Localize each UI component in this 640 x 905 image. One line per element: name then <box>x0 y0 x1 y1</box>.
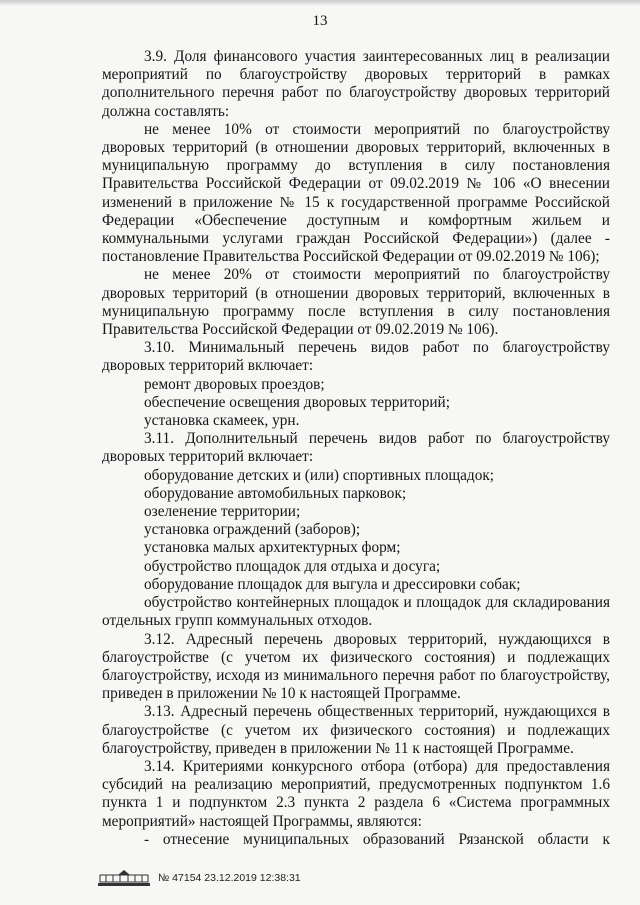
paragraph: 3.13. Адресный перечень общественных территорий, нуждающихся в благоустройстве (с учетом их физического состояния) и подлежащих благоустройству, приведен в приложении № 11 к настоящей Программе. <box>102 703 610 757</box>
paragraph: оборудование детских и (или) спортивных площадок; <box>144 466 495 484</box>
paragraph: не менее 20% от стоимости мероприятий по благоустройству дворовых территорий (в отношении дворовых территорий, включенных в муниципальную программу после вступления в силу постановления Правительства Российской Федерации от 09.02.2019 № 106). <box>102 266 610 339</box>
paragraph: оборудование автомобильных парковок; <box>144 484 407 502</box>
scan-edge <box>0 0 640 6</box>
paragraph: оборудование площадок для выгула и дрессировки собак; <box>144 575 521 593</box>
paragraph: обеспечение освещения дворовых территорий; <box>144 393 450 411</box>
paragraph: 3.14. Критериями конкурсного отбора (отбора) для предоставления субсидий на реализацию мероприятий, предусмотренных подпунктом 1.6 пункта 1 и подпунктом 2.3 пункта 2 раздела 6 «Система программных мероприятий» настоящей Программы, являются: <box>102 757 610 830</box>
paragraph: установка скамеек, урн. <box>144 412 300 430</box>
paragraph: установка малых архитектурных форм; <box>144 539 401 557</box>
paragraph: ремонт дворовых проездов; <box>144 375 325 393</box>
paragraph: обустройство площадок для отдыха и досуга; <box>144 557 441 575</box>
paragraph: установка ограждений (заборов); <box>144 521 361 539</box>
document-body <box>102 48 610 849</box>
paragraph: 3.10. Минимальный перечень видов работ по благоустройству дворовых территорий включает: <box>102 339 610 375</box>
document-footer <box>96 868 301 888</box>
paragraph: обустройство контейнерных площадок и площадок для складирования отдельных групп коммунальных отходов. <box>102 594 610 630</box>
paragraph: 3.11. Дополнительный перечень видов работ по благоустройству дворовых территорий включает: <box>102 430 610 466</box>
government-building-icon <box>96 869 152 887</box>
document-stamp: № 47154 23.12.2019 12:38:31 <box>158 872 301 884</box>
paragraph: не менее 10% от стоимости мероприятий по благоустройству дворовых территорий (в отношении дворовых территорий, включенных в муниципальную программу до вступления в силу постановления Правительства Российской Федерации от 09.02.2019 № 106 «О внесении изменений в приложение № 15 к государственной программе Российской Федерации «Обеспечение доступным и комфортным жильем и коммунальными услугами граждан Российской Федерации») (далее - постановление Правительства Российской Федерации от 09.02.2019 № 106); <box>102 120 610 266</box>
paragraph: 3.9. Доля финансового участия заинтересованных лиц в реализации мероприятий по благоустройству дворовых территорий в рамках дополнительного перечня работ по благоустройству дворовых территорий должна составлять: <box>102 48 610 120</box>
page-number: 13 <box>312 13 328 29</box>
paragraph: озеленение территории; <box>144 503 301 521</box>
paragraph: 3.12. Адресный перечень дворовых территорий, нуждающихся в благоустройстве (с учетом их физического состояния) и подлежащих благоустройству, исходя из минимального перечня работ по благоустройству, приведен в приложении № 10 к настоящей Программе. <box>102 630 610 703</box>
paragraph: - отнесение муниципальных образований Рязанской области к <box>144 830 610 848</box>
